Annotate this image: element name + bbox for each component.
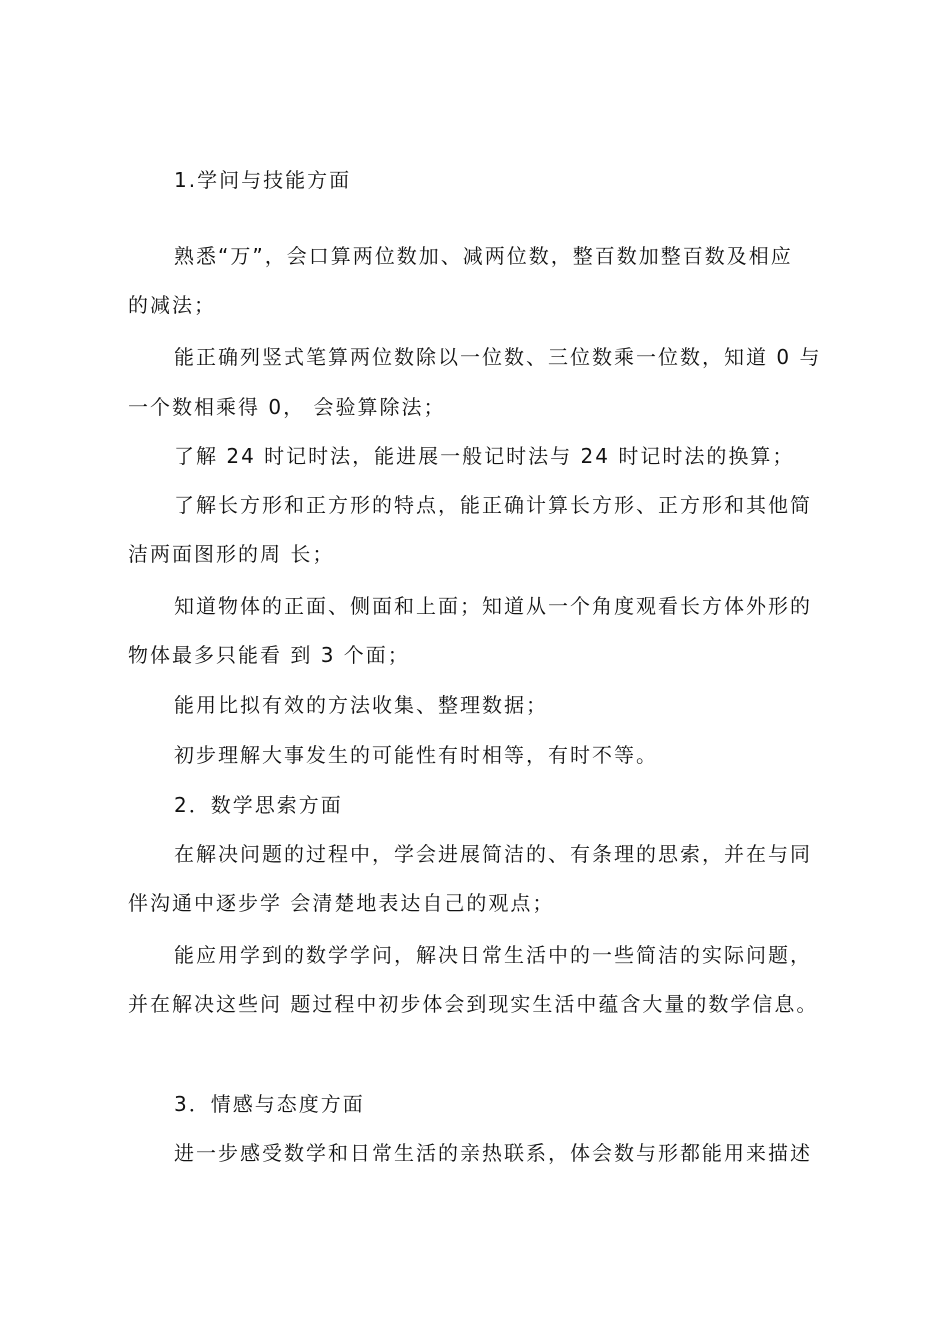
section-heading-emotion-attitude: 3．情感与态度方面 [174,1092,365,1116]
paragraph-line: 并在解决这些问 题过程中初步体会到现实生活中蕴含大量的数学信息。 [128,992,819,1016]
paragraph-line: 伴沟通中逐步学 会清楚地表达自己的观点； [128,891,555,915]
paragraph-line: 进一步感受数学和日常生活的亲热联系，体会数与形都能用来描述 [174,1141,812,1165]
paragraph-line: 知道物体的正面、侧面和上面；知道从一个角度观看长方体外形的 [174,594,812,618]
paragraph-line: 初步理解大事发生的可能性有时相等，有时不等。 [174,743,658,767]
paragraph-line: 熟悉“万”，会口算两位数加、减两位数，整百数加整百数及相应 [174,244,793,268]
paragraph-line: 一个数相乘得 0， 会验算除法； [128,395,446,419]
paragraph-line: 能正确列竖式笔算两位数除以一位数、三位数乘一位数，知道 0 与 [174,345,822,369]
paragraph-line: 能用比拟有效的方法收集、整理数据； [174,693,548,717]
paragraph-line: 能应用学到的数学学问，解决日常生活中的一些简洁的实际问题， [174,943,812,967]
paragraph-line: 洁两面图形的周 长； [128,542,335,566]
section-heading-math-thinking: 2．数学思索方面 [174,793,343,817]
paragraph-line: 在解决问题的过程中，学会进展简洁的、有条理的思索，并在与同 [174,842,812,866]
paragraph-line: 的减法； [128,293,216,317]
paragraph-line: 物体最多只能看 到 3 个面； [128,643,410,667]
paragraph-line: 了解 24 时记时法，能进展一般记时法与 24 时记时法的换算； [174,444,795,468]
section-heading-knowledge-skills: 1.学问与技能方面 [174,168,352,192]
paragraph-line: 了解长方形和正方形的特点，能正确计算长方形、正方形和其他简 [174,493,812,517]
